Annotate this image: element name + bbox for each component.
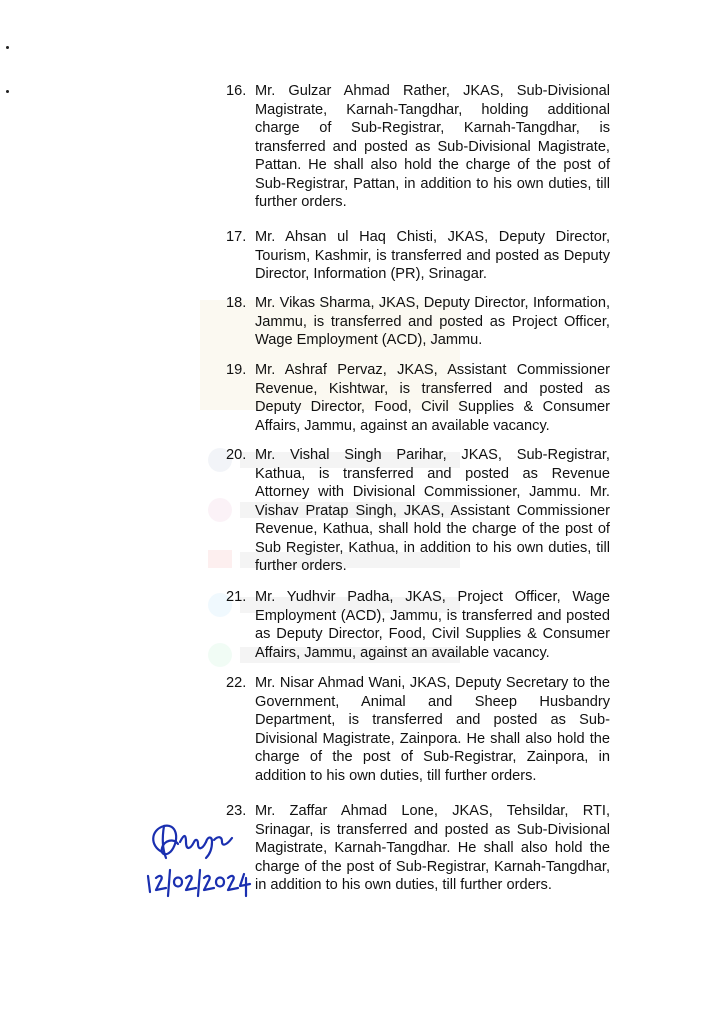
order-number: 19. xyxy=(226,362,247,378)
order-text: Mr. Nisar Ahmad Wani, JKAS, Deputy Secretary to the Government, Animal and Sheep Husbandry Department, is transferred and posted as Sub-Divisional Magistrate, Zainpora. He shall also hold the charge of the post of Sub-Registrar, Zainpora, in addition to his own duties, till further orders. xyxy=(255,675,610,784)
order-number: 23. xyxy=(226,803,247,819)
order-text: Mr. Yudhvir Padha, JKAS, Project Officer, Wage Employment (ACD), Jammu, is transferred and posted as Deputy Director, Food, Civil Supplies & Consumer Affairs, Jammu, against an available vacancy. xyxy=(255,589,610,661)
order-item xyxy=(226,674,610,785)
order-number: 22. xyxy=(226,675,247,691)
order-text: Mr. Gulzar Ahmad Rather, JKAS, Sub-Divisional Magistrate, Karnah-Tangdhar, holding additional charge of Sub-Registrar, Karnah-Tangdhar, is transferred and posted as Sub-Divisional Magistrate, Pattan. He shall also hold the charge of the post of Sub-Registrar, Pattan, in addition to his own duties, till further orders. xyxy=(255,83,610,210)
order-item xyxy=(226,294,610,350)
margin-mark xyxy=(6,46,9,49)
order-number: 16. xyxy=(226,83,247,99)
order-number: 20. xyxy=(226,447,247,463)
margin-mark xyxy=(6,90,9,93)
order-item xyxy=(226,228,610,284)
order-number: 18. xyxy=(226,295,247,311)
order-number: 21. xyxy=(226,589,247,605)
order-text: Mr. Ahsan ul Haq Chisti, JKAS, Deputy Director, Tourism, Kashmir, is transferred and posted as Deputy Director, Information (PR), Srinagar. xyxy=(255,229,610,282)
order-text: Mr. Vishal Singh Parihar, JKAS, Sub-Registrar, Kathua, is transferred and posted as Revenue Attorney with Divisional Commissioner, Jammu. Mr. Vishav Pratap Singh, JKAS, Assistant Commissioner Revenue, Kathua, shall hold the charge of the post of Sub Register, Kathua, in addition to his own duties, till further orders. xyxy=(255,447,610,574)
order-text: Mr. Zaffar Ahmad Lone, JKAS, Tehsildar, RTI, Srinagar, is transferred and posted as Sub-Divisional Magistrate, Karnah-Tangdhar. He shall also hold the charge of the post of Sub-Registrar, Karnah-Tangdhar, in addition to his own duties, till further orders. xyxy=(255,803,610,893)
order-number: 17. xyxy=(226,229,247,245)
order-item xyxy=(226,446,610,576)
order-item xyxy=(226,361,610,435)
order-item xyxy=(226,588,610,662)
order-text: Mr. Vikas Sharma, JKAS, Deputy Director, Information, Jammu, is transferred and posted as Project Officer, Wage Employment (ACD), Jammu. xyxy=(255,295,610,348)
handwritten-signature xyxy=(140,812,252,904)
order-text: Mr. Ashraf Pervaz, JKAS, Assistant Commissioner Revenue, Kishtwar, is transferred and posted as Deputy Director, Food, Civil Supplies & Consumer Affairs, Jammu, against an available vacancy. xyxy=(255,362,610,434)
order-item xyxy=(226,82,610,212)
order-item xyxy=(226,802,610,895)
